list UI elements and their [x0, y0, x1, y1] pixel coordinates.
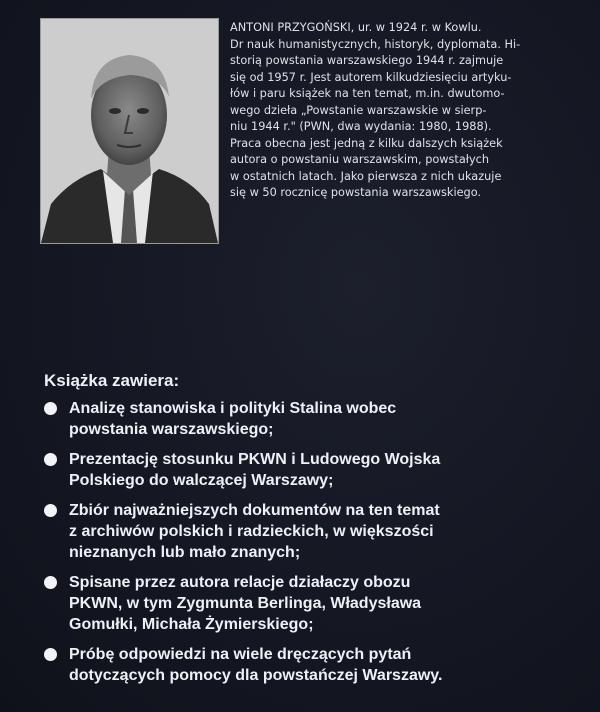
- bio-line: wego dzieła „Powstanie warszawskie w sierp-: [230, 103, 487, 117]
- bullet-icon: [44, 504, 57, 517]
- author-portrait-image: [41, 19, 218, 243]
- list-item-line: Próbę odpowiedzi na wiele dręczących pytań: [69, 646, 412, 663]
- list-item-line: Analizę stanowiska i polityki Stalina wobec: [69, 400, 397, 417]
- list-item: [44, 449, 584, 491]
- bio-line: łów i paru książek na ten temat, m.in. dwutomo-: [230, 87, 505, 100]
- contents-list: [44, 398, 584, 695]
- list-item-line: Polskiego do walczącej Warszawy;: [69, 472, 334, 489]
- bio-line: w ostatnich latach. Jako pierwsza z nich ukazuje: [230, 169, 502, 183]
- bio-line: Praca obecna jest jedną z kilku dalszych książek: [230, 136, 503, 150]
- list-item-line: powstania warszawskiego;: [69, 421, 274, 438]
- bio-line: się od 1957 r. Jest autorem kilkudziesięciu artyku-: [230, 70, 512, 84]
- list-item-line: dotyczących pomocy dla powstańczej Warszawy.: [69, 667, 443, 684]
- list-item-line: Spisane przez autora relacje działaczy obozu: [69, 574, 411, 591]
- list-item: [44, 644, 584, 686]
- bullet-icon: [44, 648, 57, 661]
- author-photo: [40, 18, 219, 244]
- bio-line: autora o powstaniu warszawskim, powstałych: [230, 153, 490, 166]
- bio-line: storią powstania warszawskiego 1944 r. zajmuje: [230, 54, 504, 67]
- bio-line: się w 50 rocznicę powstania warszawskiego.: [230, 186, 482, 199]
- list-item-line: z archiwów polskich i radzieckich, w większości: [69, 523, 434, 540]
- bullet-icon: [44, 576, 57, 589]
- list-item: [44, 500, 584, 563]
- bullet-icon: [44, 402, 57, 415]
- list-item-line: PKWN, w tym Zygmunta Berlinga, Władysława: [69, 595, 422, 612]
- list-item: [44, 572, 584, 635]
- list-item-line: Zbiór najważniejszych dokumentów na ten temat: [69, 502, 440, 519]
- bullet-icon: [44, 453, 57, 466]
- author-bio: [230, 20, 582, 202]
- bio-line: ANTONI PRZYGOŃSKI, ur. w 1924 r. w Kowlu.: [230, 21, 482, 34]
- list-item-line: Prezentację stosunku PKWN i Ludowego Wojska: [69, 451, 441, 468]
- list-item-line: Gomułki, Michała Żymierskiego;: [69, 616, 314, 633]
- bio-line: Dr nauk humanistycznych, historyk, dyplomata. Hi-: [230, 37, 521, 51]
- list-item: [44, 398, 584, 440]
- bio-line: niu 1944 r." (PWN, dwa wydania: 1980, 1988).: [230, 120, 492, 133]
- contents-heading: Książka zawiera:: [44, 371, 180, 390]
- list-item-line: nieznanych lub mało znanych;: [69, 544, 301, 561]
